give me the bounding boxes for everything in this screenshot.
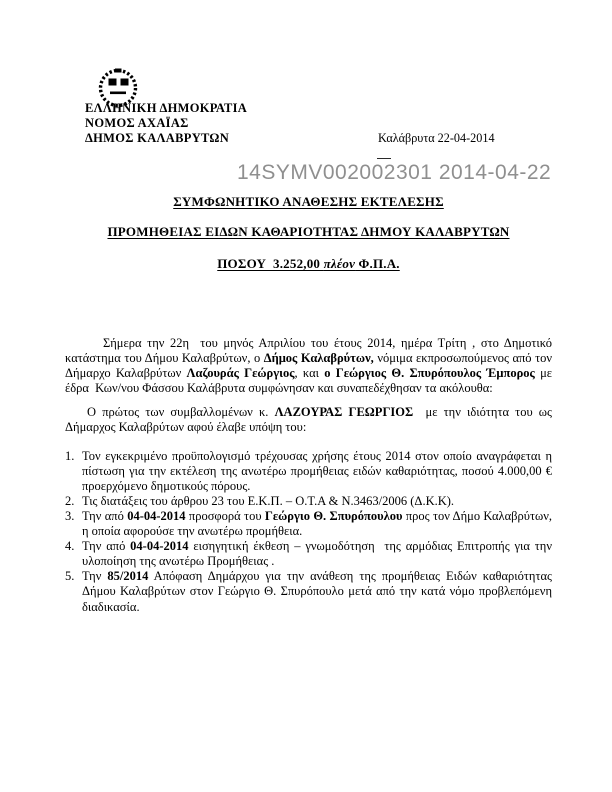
list-item-text: Την από 04-04-2014 εισηγητική έκθεση – γνωμοδότηση της αρμόδιας Επιτροπής για την υλοποίηση της ανωτέρω Προμήθειας . bbox=[82, 539, 552, 569]
list-item-number: 3. bbox=[65, 508, 75, 523]
registry-code-stamp: 14SYMV002002301 2014-04-22 bbox=[237, 161, 552, 184]
header-org-block bbox=[85, 101, 247, 147]
list-item bbox=[65, 569, 552, 614]
list-item-number: 5. bbox=[65, 569, 75, 584]
list-item bbox=[65, 509, 552, 539]
list-item-number: 1. bbox=[65, 448, 75, 463]
considerations-list bbox=[65, 449, 552, 615]
list-item bbox=[65, 449, 552, 494]
protocol-number-line bbox=[377, 158, 391, 159]
place-date: Καλάβρυτα 22-04-2014 bbox=[378, 131, 495, 145]
first-party-paragraph: Ο πρώτος των συμβαλλομένων κ. ΛΑΖΟΥΡΑΣ ΓΕΩΡΓΙΟΣ με την ιδιότητα του ως Δήμαρχος Καλαβρύτων αφού έλαβε υπόψη του: bbox=[65, 405, 552, 435]
org-line-municipality: ΔΗΜΟΣ ΚΑΛΑΒΡΥΤΩΝ bbox=[85, 131, 230, 146]
list-item-text: Τον εγκεκριμένο προϋπολογισμό τρέχουσας χρήσης έτους 2014 στον οποίο αναγράφεται η πίστωση για την εκτέλεση της ανωτέρω προμήθειας ειδών καθαριότητας, ποσού 4.000,00 € προερχόμενο δημοτικούς πόρους. bbox=[82, 448, 552, 493]
document-title-line-3: ΠΟΣΟΥ 3.252,00 πλέον Φ.Π.Α. bbox=[217, 256, 400, 271]
list-item bbox=[65, 494, 552, 509]
list-item-number: 4. bbox=[65, 539, 75, 554]
intro-paragraph: Σήμερα την 22η του μηνός Απριλίου του έτους 2014, ημέρα Τρίτη , στο Δημοτικό κατάστημα του Δήμου Καλαβρύτων, ο Δήμος Καλαβρύτων, νόμιμα εκπροσωπούμενος από τον Δήμαρχο Καλαβρύτων Λαζουράς Γεώργιος, και ο Γεώργιος Θ. Σπυρόπουλος Έμπορος με έδρα Κων/νου Φάσσου Καλάβρυτα συμφώνησαν και συναπεδέχθησαν τα ακόλουθα: bbox=[65, 336, 553, 396]
list-item-text: Τις διατάξεις του άρθρου 23 του Ε.Κ.Π. – Ο.Τ.Α & Ν.3463/2006 (Δ.Κ.Κ). bbox=[82, 493, 455, 508]
org-line-prefecture: ΝΟΜΟΣ ΑΧΑΪΑΣ bbox=[85, 116, 189, 131]
list-item-number: 2. bbox=[65, 493, 75, 508]
org-line-republic: ΕΛΛΗΝΙΚΗ ΔΗΜΟΚΡΑΤΙΑ bbox=[85, 101, 248, 115]
list-item-text: Την 85/2014 Απόφαση Δημάρχου για την ανάθεση της προμήθειας Ειδών καθαριότητας Δήμου Καλαβρύτων στον Γεώργιο Θ. Σπυρόπουλο μετά από την κατά νόμο προβλεπόμενη διαδικασία. bbox=[82, 569, 552, 614]
document-title-line-1: ΣΥΜΦΩΝΗΤΙΚΟ ΑΝΑΘΕΣΗΣ ΕΚΤΕΛΕΣΗΣ bbox=[173, 194, 444, 209]
document-title-line-2: ΠΡΟΜΗΘΕΙΑΣ ΕΙΔΩΝ ΚΑΘΑΡΙΟΤΗΤΑΣ ΔΗΜΟΥ ΚΑΛΑΒΡΥΤΩΝ bbox=[107, 224, 510, 239]
list-item bbox=[65, 539, 552, 569]
document-body bbox=[65, 336, 552, 615]
list-item-text: Την από 04-04-2014 προσφορά του Γεώργιο Θ. Σπυρόπουλου προς τον Δήμο Καλαβρύτων, η οποία αφορούσε την ανωτέρω προμήθεια. bbox=[82, 508, 552, 539]
